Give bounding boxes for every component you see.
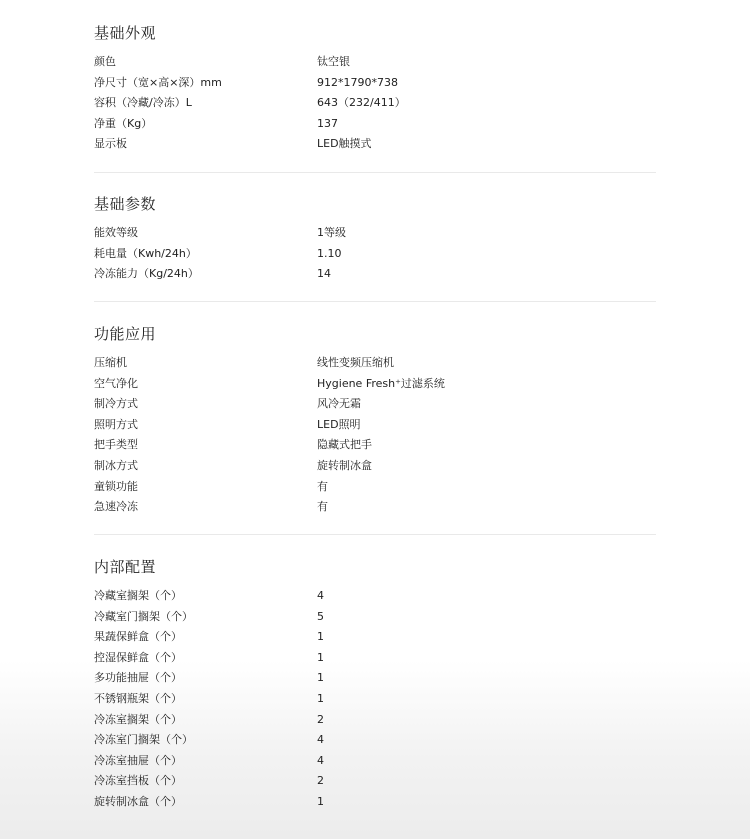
spec-label: 净尺寸（宽×高×深）mm [94,75,222,89]
spec-label: 旋转制冰盒（个） [94,794,182,808]
spec-label: 净重（Kg） [94,116,153,130]
spec-value: 4 [317,589,324,602]
spec-row-bottle-rack [94,689,656,710]
spec-row-freezer-shelves [94,710,656,731]
spec-row-freezer-door-shelves [94,730,656,751]
spec-value: 2 [317,712,324,726]
spec-row-quick-freeze [94,497,656,518]
spec-value: Hygiene Fresh⁺过滤系统 [317,376,445,390]
spec-label: 不锈钢瓶架（个） [94,691,182,705]
spec-row-power-consumption [94,244,656,265]
spec-value: 1等级 [317,226,346,239]
spec-value: 线性变频压缩机 [317,356,394,369]
spec-row-crisper-box [94,627,656,648]
spec-row-energy-class [94,223,656,244]
spec-label: 冷冻室挡板（个） [94,774,182,788]
section-divider [94,172,656,173]
spec-label: 容积（冷藏/冷冻）L [94,96,192,110]
section-title: 内部配置 [94,558,157,576]
spec-row-display [94,134,656,155]
spec-row-child-lock [94,477,656,498]
spec-label: 照明方式 [94,417,138,431]
spec-label: 冷冻室抽屉（个） [94,753,182,767]
spec-label: 把手类型 [94,438,138,452]
spec-label: 冷冻室搁架（个） [94,712,182,726]
spec-row-freezing-capacity [94,264,656,285]
spec-row-fridge-door-shelves [94,607,656,628]
spec-label: 制冷方式 [94,397,138,411]
spec-row-humidity-box [94,648,656,669]
spec-row-handle-type [94,435,656,456]
spec-row-lighting [94,415,656,436]
spec-value: 5 [317,609,324,623]
spec-label: 耗电量（Kwh/24h） [94,246,197,260]
spec-value: 643（232/411） [317,96,406,110]
spec-value: 1.10 [317,246,342,260]
spec-label: 多功能抽屉（个） [94,671,182,685]
spec-label: 童锁功能 [94,479,138,493]
section-title: 功能应用 [94,325,157,343]
spec-label: 制冰方式 [94,458,138,472]
spec-value: 有 [317,500,328,514]
spec-row-twist-ice-tray [94,792,656,813]
spec-label: 冷藏室搁架（个） [94,589,182,602]
section-internal-config [94,556,656,813]
spec-value: 14 [317,267,331,281]
spec-value: 1 [317,794,324,808]
spec-row-cooling-method [94,394,656,415]
spec-value: 旋转制冰盒 [317,458,372,472]
spec-value: 137 [317,116,338,130]
spec-row-multi-drawer [94,668,656,689]
spec-label: 显示板 [94,137,127,151]
spec-value: LED照明 [317,417,361,431]
spec-label: 冷冻能力（Kg/24h） [94,267,199,281]
section-title: 基础外观 [94,24,157,42]
spec-label: 颜色 [94,55,116,68]
section-title: 基础参数 [94,195,157,213]
spec-row-weight [94,114,656,135]
spec-label: 空气净化 [94,376,138,390]
section-basic-params [94,193,656,285]
spec-row-color [94,52,656,73]
spec-label: 压缩机 [94,356,127,369]
section-appearance [94,22,656,155]
spec-label: 急速冷冻 [94,500,138,514]
spec-value: 风冷无霜 [317,397,361,411]
spec-row-freezer-baffle [94,771,656,792]
section-functions [94,323,656,518]
section-divider [94,534,656,535]
spec-label: 冷藏室门搁架（个） [94,609,193,623]
spec-value: 1 [317,691,324,705]
section-divider [94,301,656,302]
spec-row-ice-making [94,456,656,477]
spec-value: LED触摸式 [317,137,372,151]
spec-row-dimensions [94,73,656,94]
spec-label: 能效等级 [94,226,138,239]
spec-value: 4 [317,753,324,767]
spec-value: 有 [317,479,328,493]
spec-value: 1 [317,650,324,664]
spec-value: 4 [317,733,324,747]
spec-value: 2 [317,774,324,788]
spec-value: 隐藏式把手 [317,438,372,452]
spec-row-air-purification [94,374,656,395]
spec-value: 钛空银 [317,55,350,68]
spec-value: 1 [317,671,324,685]
spec-row-volume [94,93,656,114]
spec-label: 控湿保鲜盒（个） [94,650,182,664]
spec-row-compressor [94,353,656,374]
spec-row-fridge-shelves [94,586,656,607]
spec-row-freezer-drawers [94,751,656,772]
spec-label: 果蔬保鲜盒（个） [94,630,182,644]
spec-label: 冷冻室门搁架（个） [94,733,193,747]
spec-value: 1 [317,630,324,644]
spec-value: 912*1790*738 [317,75,398,89]
